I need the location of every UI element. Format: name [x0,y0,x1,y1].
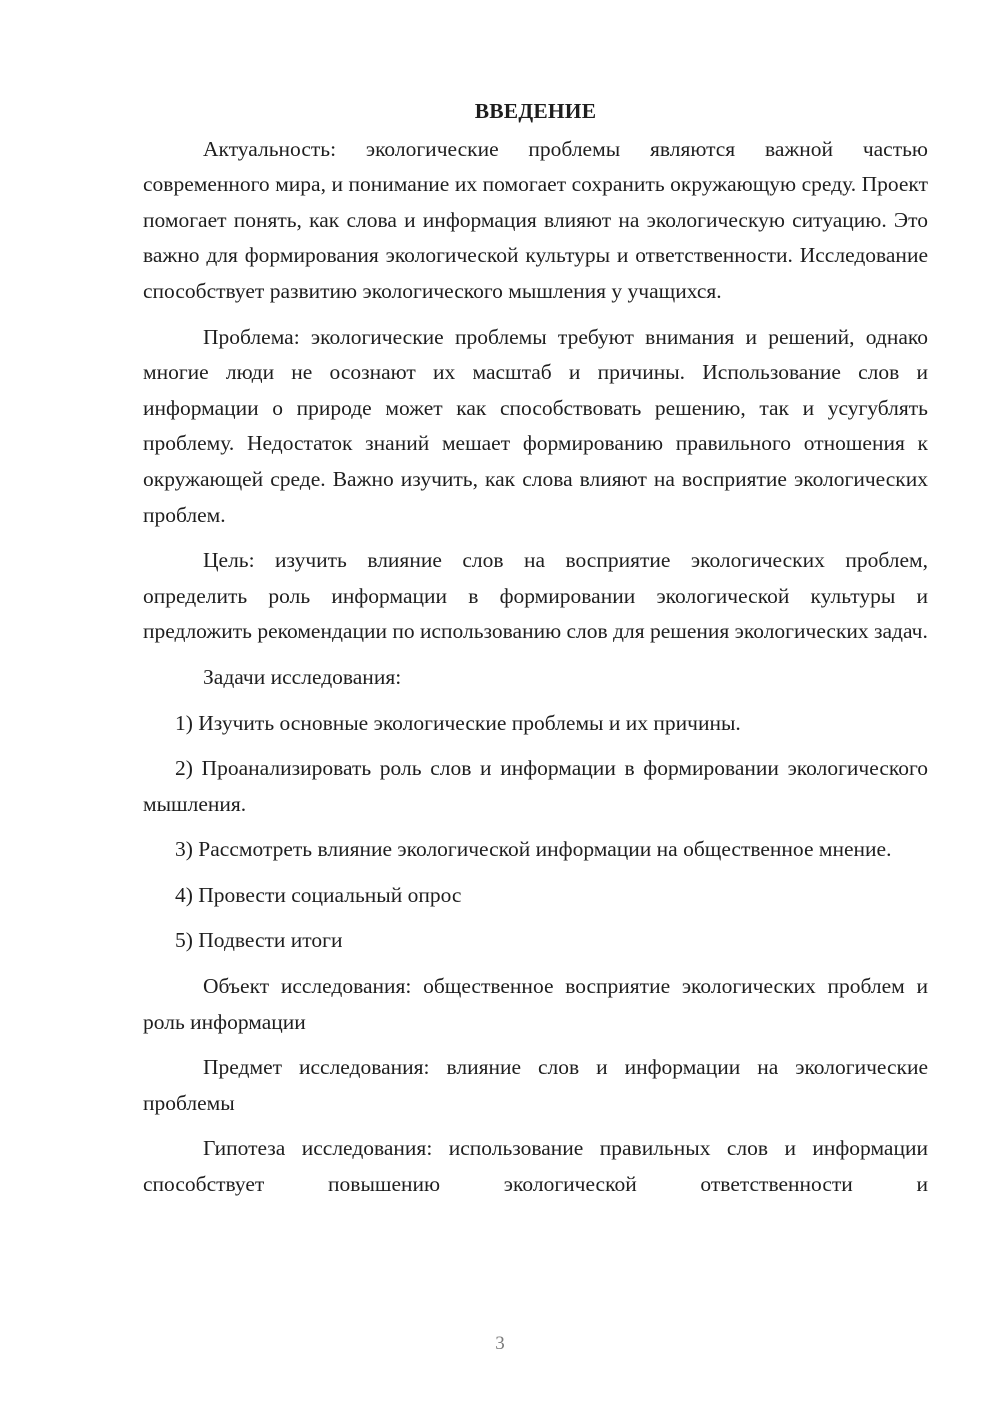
problem-paragraph: Проблема: экологические проблемы требуют внимания и решений, однако многие люди не осознают их масштаб и причины. Использование слов и информации о природе может как способствовать решению, так и усугублять проблему. Недостаток знаний мешает формированию правильного отношения к окружающей среде. Важно изучить, как слова влияют на восприятие экологических проблем. [143,324,928,527]
task-item-3: 3) Рассмотреть влияние экологической информации на общественное мнение. [175,837,892,862]
task-item-1: 1) Изучить основные экологические проблемы и их причины. [175,710,741,735]
task-item-4: 4) Провести социальный опрос [175,882,462,907]
goal-paragraph: Цель: изучить влияние слов на восприятие экологических проблем, определить роль информации в формировании экологической культуры и предложить рекомендации по использованию слов для решения экологических задач. [143,548,928,644]
page-title: ВВЕДЕНИЕ [474,99,597,123]
document-page [143,94,928,1213]
object-paragraph: Объект исследования: общественное восприятие экологических проблем и роль информации [143,974,928,1034]
subject-paragraph: Предмет исследования: влияние слов и информации на экологические проблемы [143,1055,928,1115]
tasks-heading: Задачи исследования: [203,664,402,689]
task-item-5: 5) Подвести итоги [175,928,343,953]
page-number: 3 [495,1333,505,1354]
hypothesis-paragraph: Гипотеза исследования: использование правильных слов и информации способствует повышению экологической ответственности и [143,1136,928,1197]
task-item-2: 2) Проанализировать роль слов и информации в формировании экологического мышления. [143,756,928,816]
relevance-paragraph: Актуальность: экологические проблемы являются важной частью современного мира, и понимание их помогает сохранить окружающую среду. Проект помогает понять, как слова и информация влияют на экологическую ситуацию. Это важно для формирования экологической культуры и ответственности. Исследование способствует развитию экологического мышления у учащихся. [143,136,928,303]
